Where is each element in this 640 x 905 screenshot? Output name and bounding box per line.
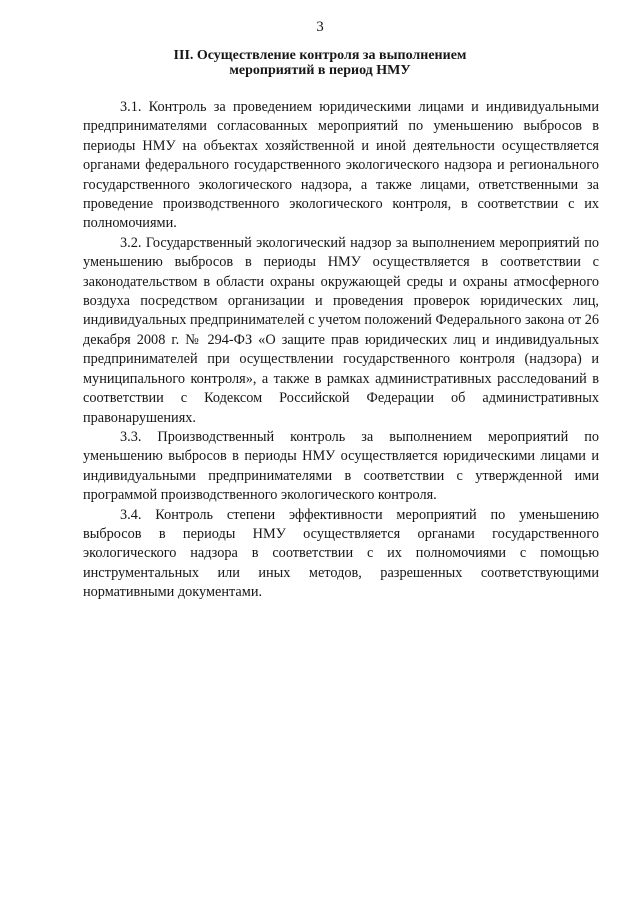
page-number: 3: [316, 19, 324, 35]
section-title: [150, 48, 490, 78]
paragraph-3-3: 3.3. Производственный контроль за выполнением мероприятий по уменьшению выбросов в периоды НМУ осуществляется юридическими лицами и индивидуальными предпринимателями в соответствии с утвержденной ими программой производственного экологического контроля.: [83, 428, 599, 504]
paragraph-3-1: 3.1. Контроль за проведением юридическими лицами и индивидуальными предпринимателями согласованных мероприятий по уменьшению выбросов в периоды НМУ на объектах хозяйственной и иной деятельности осуществляется органами федерального государственного экологического надзора и регионального государственного экологического надзора, а также лицами, ответственными за проведение производственного экологического контроля, в соответствии с их полномочиями.: [83, 99, 599, 232]
paragraph-3-4: 3.4. Контроль степени эффективности мероприятий по уменьшению выбросов в периоды НМУ осуществляется органами государственного экологического надзора в соответствии с их полномочиями с помощью инструментальных или иных методов, разрешенных соответствующими нормативными документами.: [83, 506, 599, 601]
section-title-line-2: мероприятий в период НМУ: [229, 63, 411, 78]
body-text: [83, 98, 599, 603]
section-title-line-1: III. Осуществление контроля за выполнением: [173, 48, 467, 63]
paragraph-3-2: 3.2. Государственный экологический надзор за выполнением мероприятий по уменьшению выбросов в периоды НМУ осуществляется в соответствии с законодательством в области охраны окружающей среды и охраны атмосферного воздуха посредством организации и проведения проверок юридических лиц, индивидуальных предпринимателей с учетом положений Федерального закона от 26 декабря 2008 г. № 294-ФЗ «О защите прав юридических лиц и индивидуальных предпринимателей при осуществлении государственного контроля (надзора) и муниципального контроля», а также в рамках административных расследований в соответствии с Кодексом Российской Федерации об административных правонарушениях.: [83, 234, 599, 426]
